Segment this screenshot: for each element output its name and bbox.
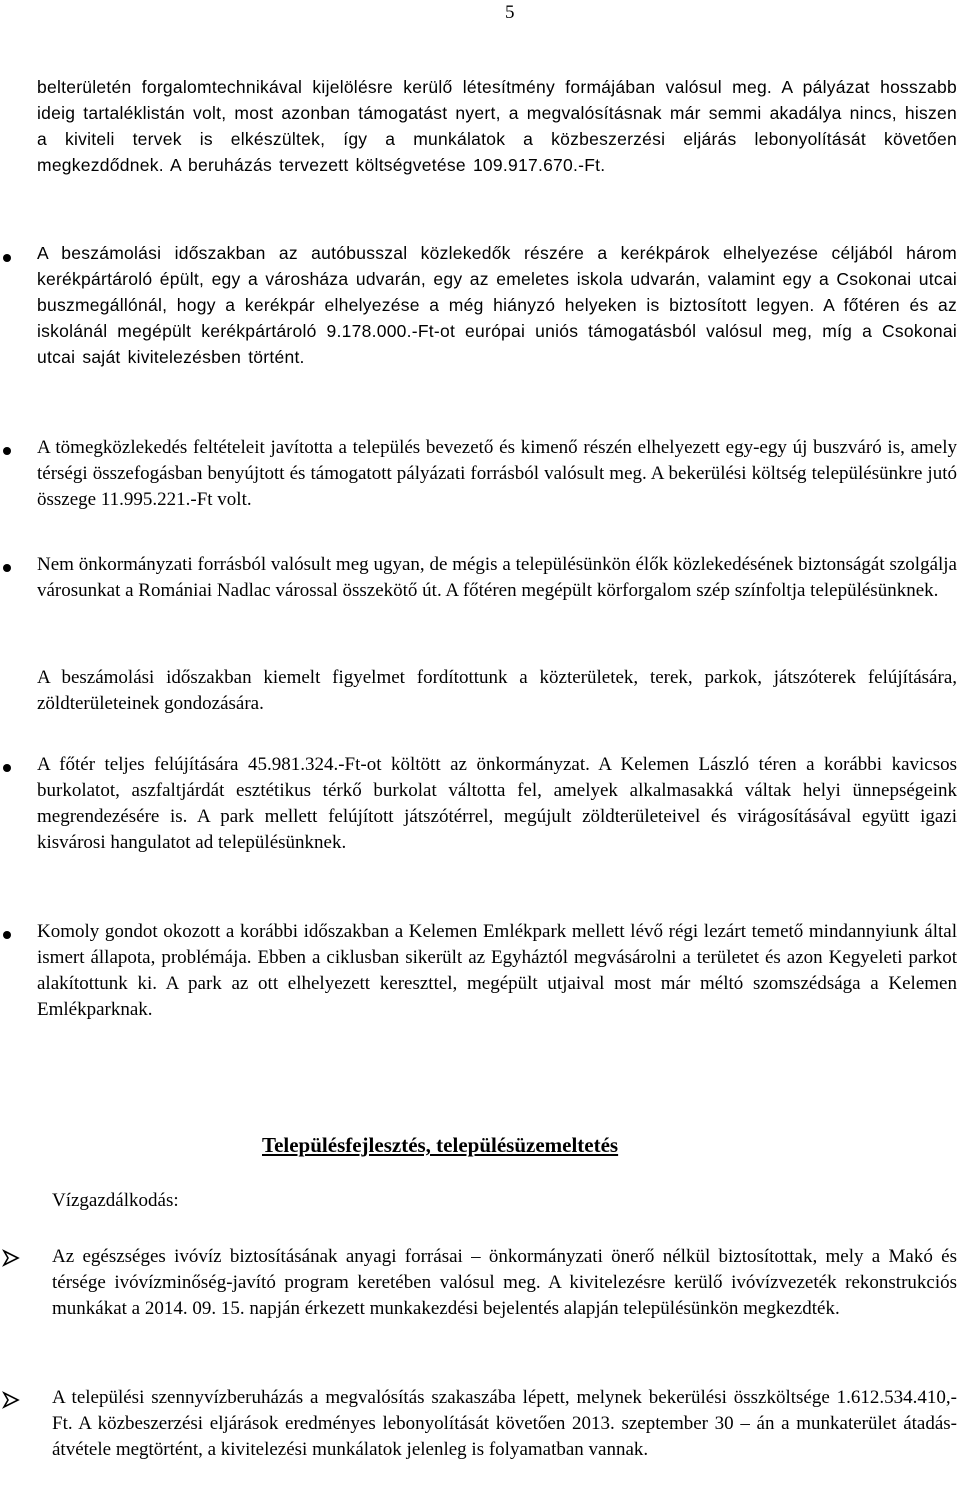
paragraph-7: Komoly gondot okozott a korábbi időszakban a Kelemen Emlékpark mellett lévő régi lezárt temető mindannyiunk által ismert állapota, problémája. Ebben a ciklusban sikerült az Egyháztól megvásárolni a területet és azon Kegyeleti parkot alakítottunk ki. A park az ott elhelyezett kereszttel, megépült utjaival most már méltó szomszédsága a Kelemen Emlékparknak. — [37, 921, 957, 1020]
bullet-icon — [3, 254, 11, 262]
paragraph-5: A beszámolási időszakban kiemelt figyelmet fordítottunk a közterületek, terek, parkok, játszóterek felújítására, zöldterületeinek gondozására. — [37, 667, 957, 714]
paragraph-2: A beszámolási időszakban az autóbusszal közlekedők részére a kerékpárok elhelyezése céljából három kerékpártároló épült, egy a városháza udvarán, egy az emeletes iskola udvarán, valamint egy a Csokonai utcai buszmegállónál, hogy a kerékpár elhelyezése a még hiányzó helyeken is biztosított legyen. A főtéren és az iskolánál megépült kerékpártároló 9.178.000.-Ft-ot európai uniós támogatásból valósul meg, míg a Csokonai utcai saját kivitelezésben történt. — [37, 243, 957, 367]
bullet-icon — [3, 931, 11, 939]
bullet-icon — [3, 764, 11, 772]
bullet-icon — [3, 447, 11, 455]
arrow-item-2: A települési szennyvízberuházás a megvalósítás szakaszába lépett, melynek bekerülési összköltsége 1.612.534.410,- Ft. A közbeszerzési eljárások eredményes lebonyolítását követően 2013. szeptember 30 – án a munkaterület átadás-átvétele megtörtént, a kivitelezési munkálatok jelenleg is folyamatban vannak. — [52, 1387, 957, 1460]
section-heading: Településfejlesztés, településüzemeltetés — [262, 1133, 619, 1157]
paragraph-4: Nem önkormányzati forrásból valósult meg ugyan, de mégis a településünkön élők közlekedésének biztonságát szolgálja városunkat a Romániai Nadlac várossal összekötő út. A főtéren megépült körforgalom szép színfoltja településünknek. — [37, 554, 957, 601]
page-number: 5 — [505, 2, 515, 23]
arrow-bullet-icon — [2, 1391, 20, 1409]
arrow-item-1: Az egészséges ivóvíz biztosításának anyagi forrásai – önkormányzati önerő nélkül biztosítottak, mely a Makó és térsége ivóvízminőség-javító program keretében valósul meg. A kivitelezésre kerülő ivóvízvezeték rekonstrukciós munkákat a 2014. 09. 15. napján érkezett munkakezdési bejelentés alapján településünkön megkezdték. — [52, 1246, 957, 1319]
arrow-bullet-icon — [2, 1249, 20, 1267]
paragraph-1: belterületén forgalomtechnikával kijelölésre kerülő létesítmény formájában valósul meg. A pályázat hosszabb ideig tartaléklistán volt, most azonban támogatást nyert, a megvalósításnak már semmi akadálya nincs, hiszen a kiviteli tervek is elkészültek, így a munkálatok a közbeszerzési eljárás lebonyolítását követően megkezdődnek. A beruházás tervezett költségvetése 109.917.670.-Ft. — [37, 77, 957, 175]
paragraph-3: A tömegközlekedés feltételeit javította a település bevezető és kimenő részén elhelyezett egy-egy új buszváró is, amely térségi összefogásban benyújtott és támogatott pályázati forrásból valósult meg. A bekerülési költség településünkre jutó összege 11.995.221.-Ft volt. — [37, 437, 957, 510]
paragraph-6: A főtér teljes felújítására 45.981.324.-Ft-ot költött az önkormányzat. A Kelemen László téren a korábbi kavicsos burkolatot, aszfaltjárdát esztétikus térkő burkolat váltotta fel, amelyek alkalmasakká váltak helyi ünnepségeink megrendezésére is. A park mellett felújított játszótérrel, megújult zöldterületeivel és virágosításával együtt igazi kisvárosi hangulatot ad településünknek. — [37, 754, 957, 853]
bullet-icon — [3, 564, 11, 572]
subsection-label: Vízgazdálkodás: — [52, 1190, 179, 1211]
